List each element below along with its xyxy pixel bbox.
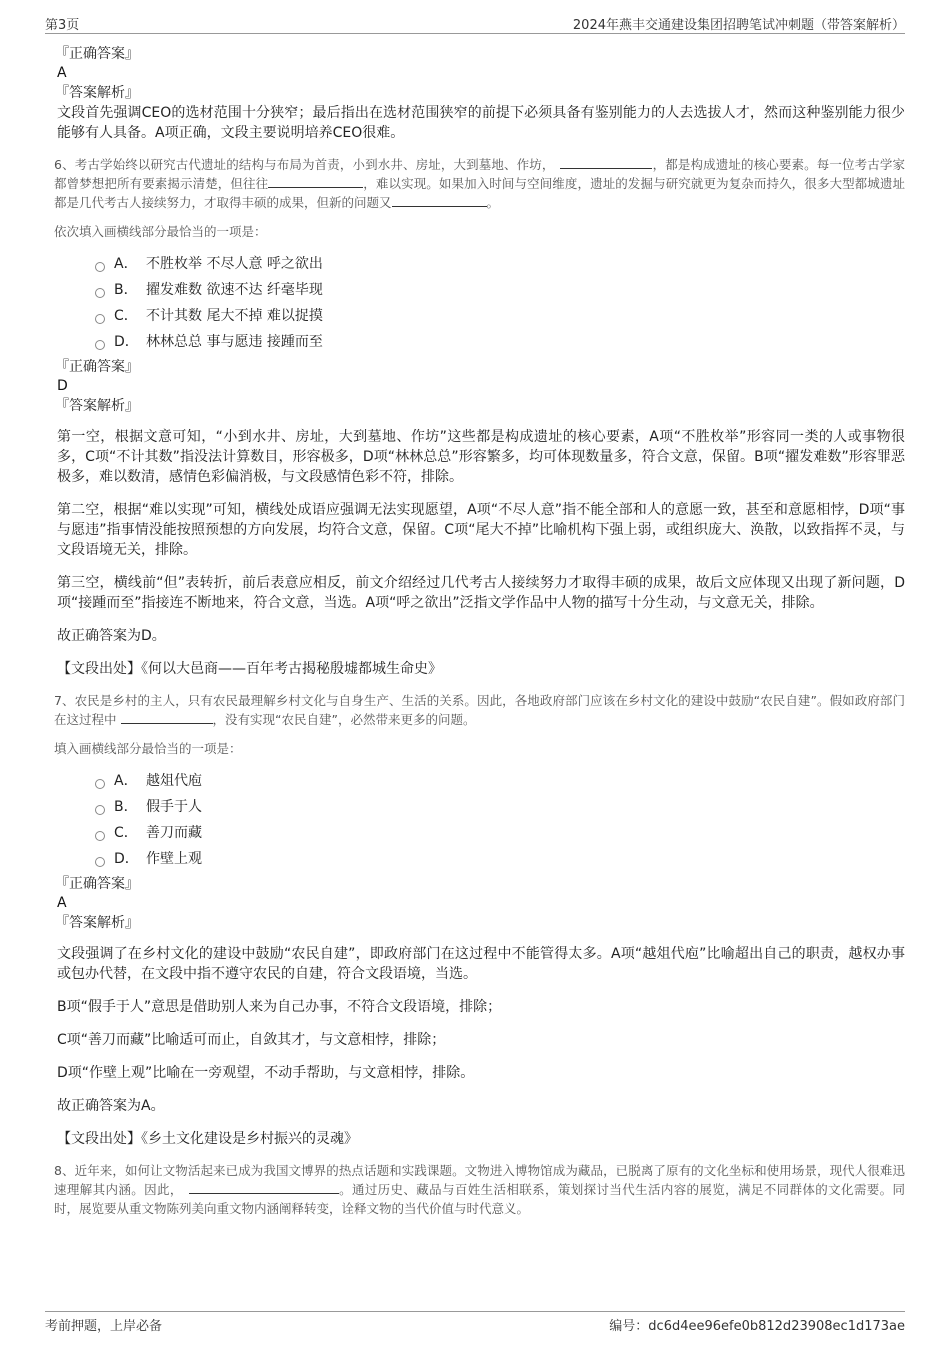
options-list <box>95 251 905 355</box>
radio-icon[interactable] <box>95 805 105 815</box>
correct-answer-label: 『正确答案』 <box>55 46 139 62</box>
correct-answer-label: 『正确答案』 <box>55 876 139 892</box>
blank-line <box>268 175 363 188</box>
analysis-label: 『答案解析』 <box>55 398 139 414</box>
analysis-conclusion: 故正确答案为D。 <box>57 628 166 644</box>
option-a[interactable]: A． 不胜枚举 不尽人意 呼之欲出 <box>95 251 905 277</box>
analysis-label: 『答案解析』 <box>55 915 139 931</box>
analysis-paragraph: 文段强调了在乡村文化的建设中鼓励“农民自建”，即政府部门在这过程中不能管得太多。A项“越俎代庖”比喻超出自己的职责，越权办事或包办代替，在文段中指不遵守农民的自建，符合文段语境，当选。 <box>57 946 905 982</box>
radio-icon[interactable] <box>95 779 105 789</box>
option-b[interactable]: B． 假手于人 <box>95 794 905 820</box>
correct-answer: A <box>57 65 67 81</box>
radio-icon[interactable] <box>95 340 105 350</box>
option-b[interactable]: B． 擢发难数 欲速不达 纤毫毕现 <box>95 277 905 303</box>
analysis-paragraph: 第三空，横线前“但”表转折，前后表意应相反，前文介绍经过几代考古人接续努力才取得丰硕的成果，故后文应体现又出现了新问题，D项“接踵而至”指接连不断地来，符合文意，当选。A项“呼之欲出”泛指文学作品中人物的描写十分生动，与文意无关，排除。 <box>57 575 905 611</box>
analysis-paragraph: D项“作壁上观”比喻在一旁观望，不动手帮助，与文意相悖，排除。 <box>57 1065 475 1081</box>
correct-answer-label: 『正确答案』 <box>55 359 139 375</box>
analysis-label: 『答案解析』 <box>55 85 139 101</box>
page-footer <box>45 1311 905 1333</box>
option-d[interactable]: D． 林林总总 事与愿违 接踵而至 <box>95 329 905 355</box>
document-body <box>54 44 905 1218</box>
question-7-stem: 7、农民是乡村的主人，只有农民最理解乡村文化与自身生产、生活的关系。因此，各地政府部门应该在乡村文化的建设中鼓励“农民自建”。假如政府部门在这过程中 ，没有实现“农民自建”，必然带来更多的问题。 <box>54 693 905 727</box>
radio-icon[interactable] <box>95 314 105 324</box>
options-list <box>95 768 905 872</box>
page-number: 第3页 <box>45 18 80 33</box>
source-citation: 【文段出处】《乡土文化建设是乡村振兴的灵魂》 <box>57 1131 358 1147</box>
footer-slogan: 考前押题，上岸必备 <box>45 1319 163 1334</box>
source-citation: 【文段出处】《何以大邑商——百年考古揭秘殷墟都城生命史》 <box>57 661 442 677</box>
option-d[interactable]: D． 作壁上观 <box>95 846 905 872</box>
correct-answer: A <box>57 895 67 911</box>
document-id: 编号：dc6d4ee96efe0b812d23908ec1d173ae <box>609 1319 905 1334</box>
question-6-stem: 6、考古学始终以研究古代遗址的结构与布局为首责，小到水井、房址，大到墓地、作坊， ，都是构成遗址的核心要素。每一位考古学家都曾梦想把所有要素揭示清楚，但往往 ，难以实现。如果加入时间与空间维度，遗址的发掘与研究就更为复杂而持久，很多大型都城遗址都是几代考古人接续努力，才取得丰硕的成果，但新的问题又 。 <box>54 157 905 210</box>
analysis-paragraph: 第二空，根据“难以实现”可知，横线处成语应强调无法实现愿望，A项“不尽人意”指不能全部和人的意愿一致，甚至和意愿相悖，D项“事与愿违”指事情没能按照预想的方向发展，均符合文意，保留。C项“尾大不掉”比喻机构下强上弱，或组织庞大、涣散，以致指挥不灵，与文段语境无关，排除。 <box>57 502 905 558</box>
option-a[interactable]: A． 越俎代庖 <box>95 768 905 794</box>
radio-icon[interactable] <box>95 288 105 298</box>
question-8-stem: 8、近年来，如何让文物活起来已成为我国文博界的热点话题和实践课题。文物进入博物馆成为藏品，已脱离了原有的文化坐标和使用场景，现代人很难迅速理解其内涵。因此， 。通过历史、藏品与百姓生活相联系，策划探讨当代生活内容的展览，满足不同群体的文化需要。同时，展览要从重文物陈列美向重文物内涵阐释转变，诠释文物的当代价值与时代意义。 <box>54 1163 905 1216</box>
radio-icon[interactable] <box>95 831 105 841</box>
correct-answer: D <box>57 378 68 394</box>
radio-icon[interactable] <box>95 857 105 867</box>
blank-line <box>121 711 213 724</box>
option-c[interactable]: C． 善刀而藏 <box>95 820 905 846</box>
option-c[interactable]: C． 不计其数 尾大不掉 难以捉摸 <box>95 303 905 329</box>
analysis-paragraph: 第一空，根据文意可知，“小到水井、房址，大到墓地、作坊”这些都是构成遗址的核心要素，A项“不胜枚举”形容同一类的人或事物很多，C项“不计其数”指没法计算数目，形容极多，D项“林林总总”形容繁多，均可体现数量多，符合文意，保留。B项“擢发难数”形容罪恶极多，难以数清，感情色彩偏消极，与文段感情色彩不符，排除。 <box>57 429 905 485</box>
analysis-conclusion: 故正确答案为A。 <box>57 1098 165 1114</box>
analysis-paragraph: B项“假手于人”意思是借助别人来为自己办事，不符合文段语境，排除； <box>57 999 502 1015</box>
question-prompt: 填入画横线部分最恰当的一项是： <box>54 741 242 756</box>
analysis-paragraph: C项“善刀而藏”比喻适可而止，自敛其才，与文意相悖，排除； <box>57 1032 446 1048</box>
blank-line <box>560 156 652 169</box>
document-title: 2024年燕丰交通建设集团招聘笔试冲刺题（带答案解析） <box>572 18 905 33</box>
blank-line <box>392 194 487 207</box>
blank-line <box>189 1181 339 1194</box>
radio-icon[interactable] <box>95 262 105 272</box>
question-prompt: 依次填入画横线部分最恰当的一项是： <box>54 224 267 239</box>
page-header <box>45 14 905 34</box>
analysis-text: 文段首先强调CEO的选材范围十分狭窄；最后指出在选材范围狭窄的前提下必须具备有鉴别能力的人去选拔人才，然而这种鉴别能力很少能够有人具备。A项正确，文段主要说明培养CEO很难。 <box>57 105 905 141</box>
